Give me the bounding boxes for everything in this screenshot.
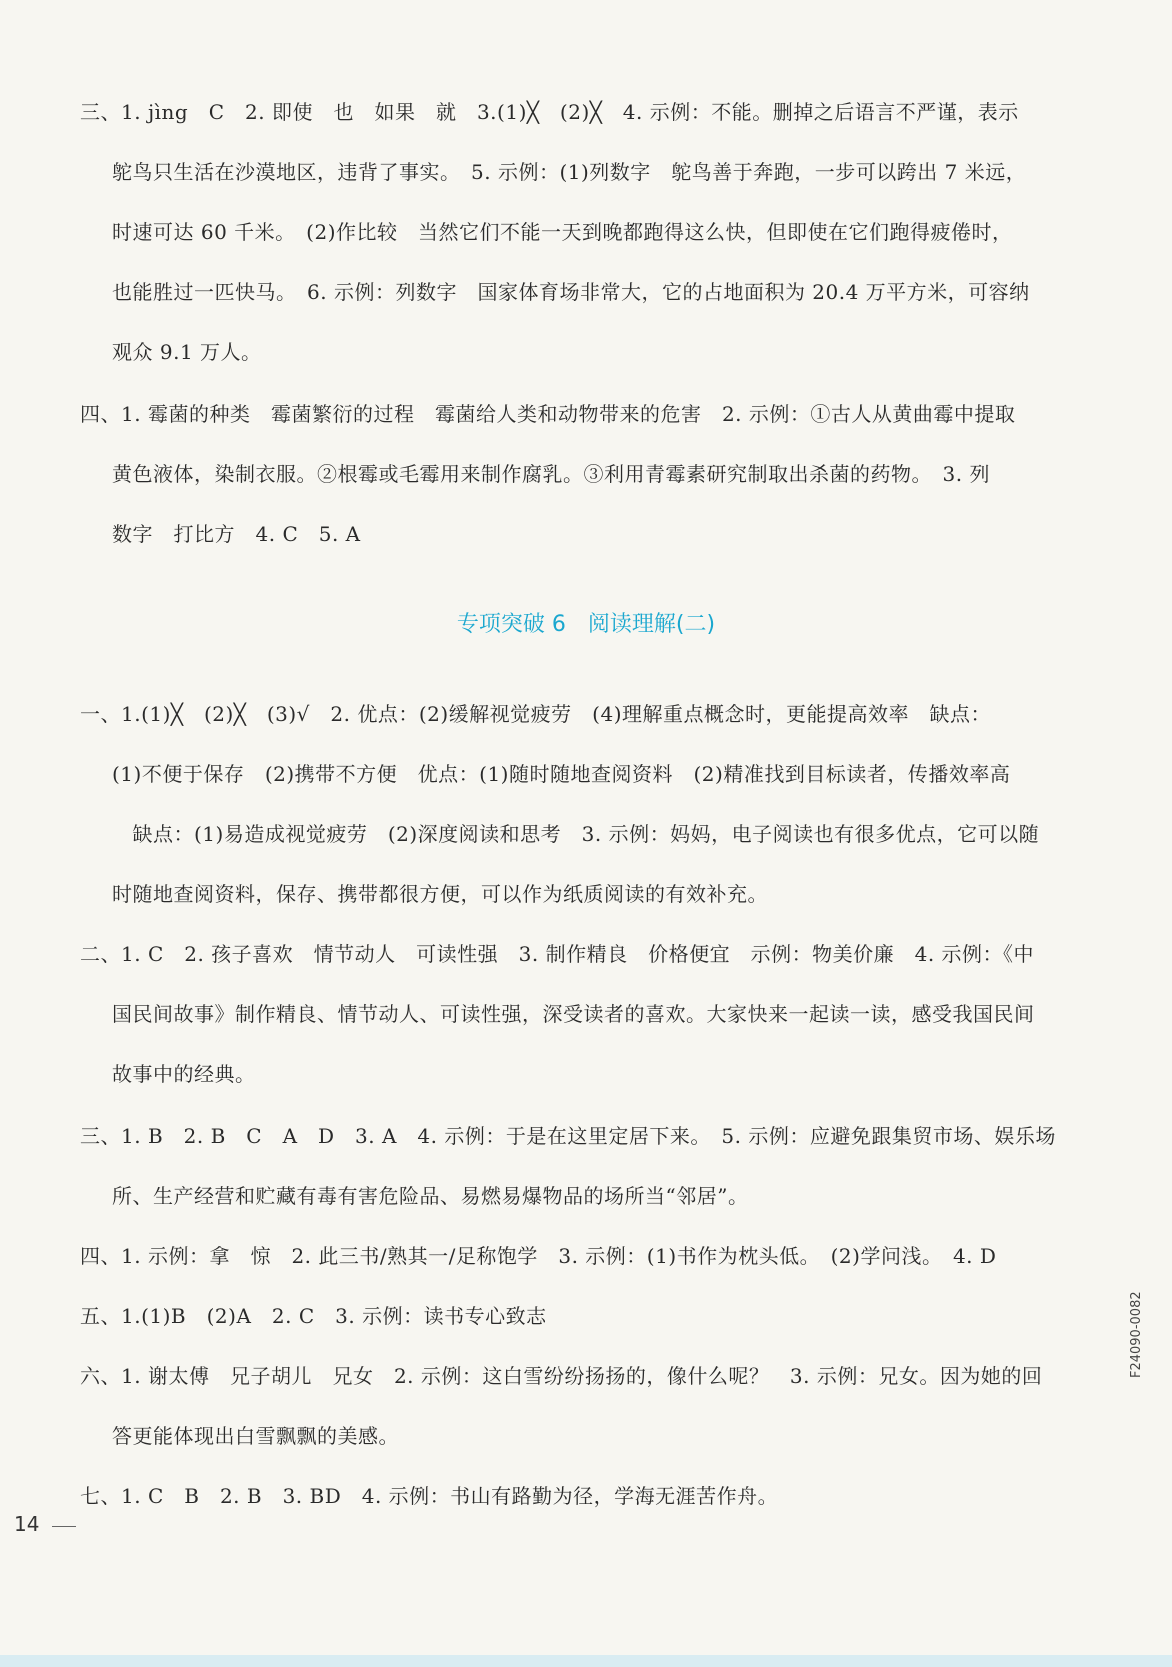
- answer-line: 四、1. 示例：拿 惊 2. 此三书/熟其一/足称饱学 3. 示例：(1)书作为枕头低。 (2)学问浅。 4. D: [80, 1244, 997, 1268]
- answer-line: 答更能体现出白雪飘飘的美感。: [112, 1424, 399, 1448]
- answer-line: 所、生产经营和贮藏有毒有害危险品、易燃易爆物品的场所当“邻居”。: [112, 1184, 749, 1208]
- bottom-band: [0, 1655, 1172, 1667]
- answer-line: 观众 9.1 万人。: [112, 340, 262, 364]
- answer-line: 国民间故事》制作精良、情节动人、可读性强，深受读者的喜欢。大家快来一起读一读，感受我国民间: [112, 1002, 1035, 1026]
- answer-line: 缺点：(1)易造成视觉疲劳 (2)深度阅读和思考 3. 示例：妈妈，电子阅读也有很多优点，它可以随: [112, 822, 1040, 846]
- answer-line: 时随地查阅资料，保存、携带都很方便，可以作为纸质阅读的有效补充。: [112, 882, 768, 906]
- answer-line: 三、1. jìng C 2. 即使 也 如果 就 3.(1)╳ (2)╳ 4. 示例：不能。删掉之后语言不严谨，表示: [80, 100, 1019, 124]
- answer-line: 六、1. 谢太傅 兄子胡儿 兄女 2. 示例：这白雪纷纷扬扬的，像什么呢？ 3. 示例：兄女。因为她的回: [80, 1364, 1043, 1388]
- page-number: 14: [14, 1512, 40, 1536]
- answer-line: 也能胜过一匹快马。 6. 示例：列数字 国家体育场非常大，它的占地面积为 20.4 万平方米，可容纳: [112, 280, 1030, 304]
- answer-line: 五、1.(1)B (2)A 2. C 3. 示例：读书专心致志: [80, 1304, 547, 1328]
- page-number-rule: [52, 1526, 76, 1527]
- answer-line: (1)不便于保存 (2)携带不方便 优点：(1)随时随地查阅资料 (2)精准找到目标读者，传播效率高: [112, 762, 1011, 786]
- side-code: F24090-0082: [1129, 1291, 1144, 1378]
- answer-line: 故事中的经典。: [112, 1062, 256, 1086]
- answer-line: 时速可达 60 千米。 (2)作比较 当然它们不能一天到晚都跑得这么快，但即使在它们跑得疲倦时，: [112, 220, 1013, 244]
- section-title: 专项突破 6 阅读理解(二): [456, 612, 716, 637]
- answer-line: 黄色液体，染制衣服。②根霉或毛霉用来制作腐乳。③利用青霉素研究制取出杀菌的药物。 3. 列: [112, 462, 990, 486]
- answer-line: 二、1. C 2. 孩子喜欢 情节动人 可读性强 3. 制作精良 价格便宜 示例：物美价廉 4. 示例：《中: [80, 942, 1035, 966]
- answer-line: 数字 打比方 4. C 5. A: [112, 522, 361, 546]
- answer-line: 一、1.(1)╳ (2)╳ (3)√ 2. 优点：(2)缓解视觉疲劳 (4)理解重点概念时，更能提高效率 缺点：: [80, 702, 991, 726]
- answer-line: 七、1. C B 2. B 3. BD 4. 示例：书山有路勤为径，学海无涯苦作舟。: [80, 1484, 779, 1508]
- answer-line: 三、1. B 2. B C A D 3. A 4. 示例：于是在这里定居下来。 5. 示例：应避免跟集贸市场、娱乐场: [80, 1124, 1056, 1148]
- answer-line: 四、1. 霉菌的种类 霉菌繁衍的过程 霉菌给人类和动物带来的危害 2. 示例：①古人从黄曲霉中提取: [80, 402, 1016, 426]
- answer-line: 鸵鸟只生活在沙漠地区，违背了事实。 5. 示例：(1)列数字 鸵鸟善于奔跑，一步可以跨出 7 米远，: [112, 160, 1027, 184]
